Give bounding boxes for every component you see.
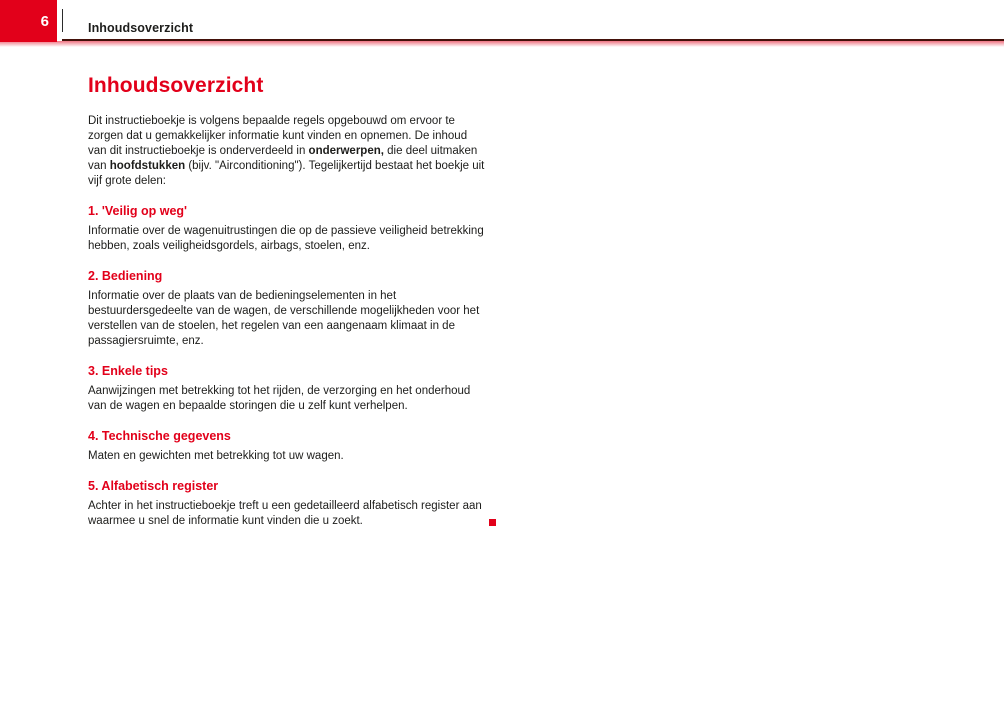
section-heading: 2. Bediening [88,269,163,283]
section-body-text: Achter in het instructieboekje treft u een gedetailleerd alfabetisch register aan waarmee u snel de informatie kunt vinden die u zoekt. [88,500,482,527]
toc-section [88,429,486,464]
toc-section [88,204,486,254]
toc-section [88,364,486,414]
header-divider [62,9,63,32]
toc-section [88,479,486,529]
section-heading: 3. Enkele tips [88,364,168,378]
page-number: 6 [40,12,49,30]
section-body [88,499,486,529]
intro-text-3: (bijv. "Airconditioning"). Tegelijkertijd bestaat het boekje uit vijf grote delen: [88,160,485,187]
toc-section [88,269,486,349]
header-title: Inhoudsoverzicht [88,21,194,35]
section-heading: 4. Technische gegevens [88,429,231,443]
intro-text-1: Dit instructieboekje is volgens bepaalde regels opgebouwd om ervoor te zorgen dat u gemakkelijker informatie kunt vinden en opnemen. De inhoud van dit instructieboekje is onderverdeeld in [88,115,468,157]
section-body: Aanwijzingen met betrekking tot het rijden, de verzorging en het onderhoud van de wagen en bepaalde storingen die u zelf kunt verhelpen. [88,385,471,412]
page-number-tab [0,0,57,42]
intro-bold-hoofdstukken: hoofdstukken [109,160,186,172]
intro-paragraph [88,114,486,189]
section-heading: 1. 'Veilig op weg' [88,204,188,218]
page-title: Inhoudsoverzicht [88,74,264,97]
section-body: Informatie over de plaats van de bedieningselementen in het bestuurdersgedeelte van de wagen, de verschillende mogelijkheden voor het verstellen van de stoelen, het regelen van een aangenaam klimaat in de passagiersruimte, enz. [88,290,480,347]
section-body: Maten en gewichten met betrekking tot uw wagen. [88,450,344,462]
page-content [88,74,486,529]
intro-text-2: die deel uitmaken van [88,145,478,172]
section-heading: 5. Alfabetisch register [88,479,219,493]
header-rule-glow [0,41,1004,47]
intro-bold-onderwerpen: onderwerpen, [308,145,384,157]
end-of-chapter-marker [489,519,496,526]
section-body: Informatie over de wagenuitrustingen die op de passieve veiligheid betrekking hebben, zoals veiligheidsgordels, airbags, stoelen, enz. [88,225,484,252]
